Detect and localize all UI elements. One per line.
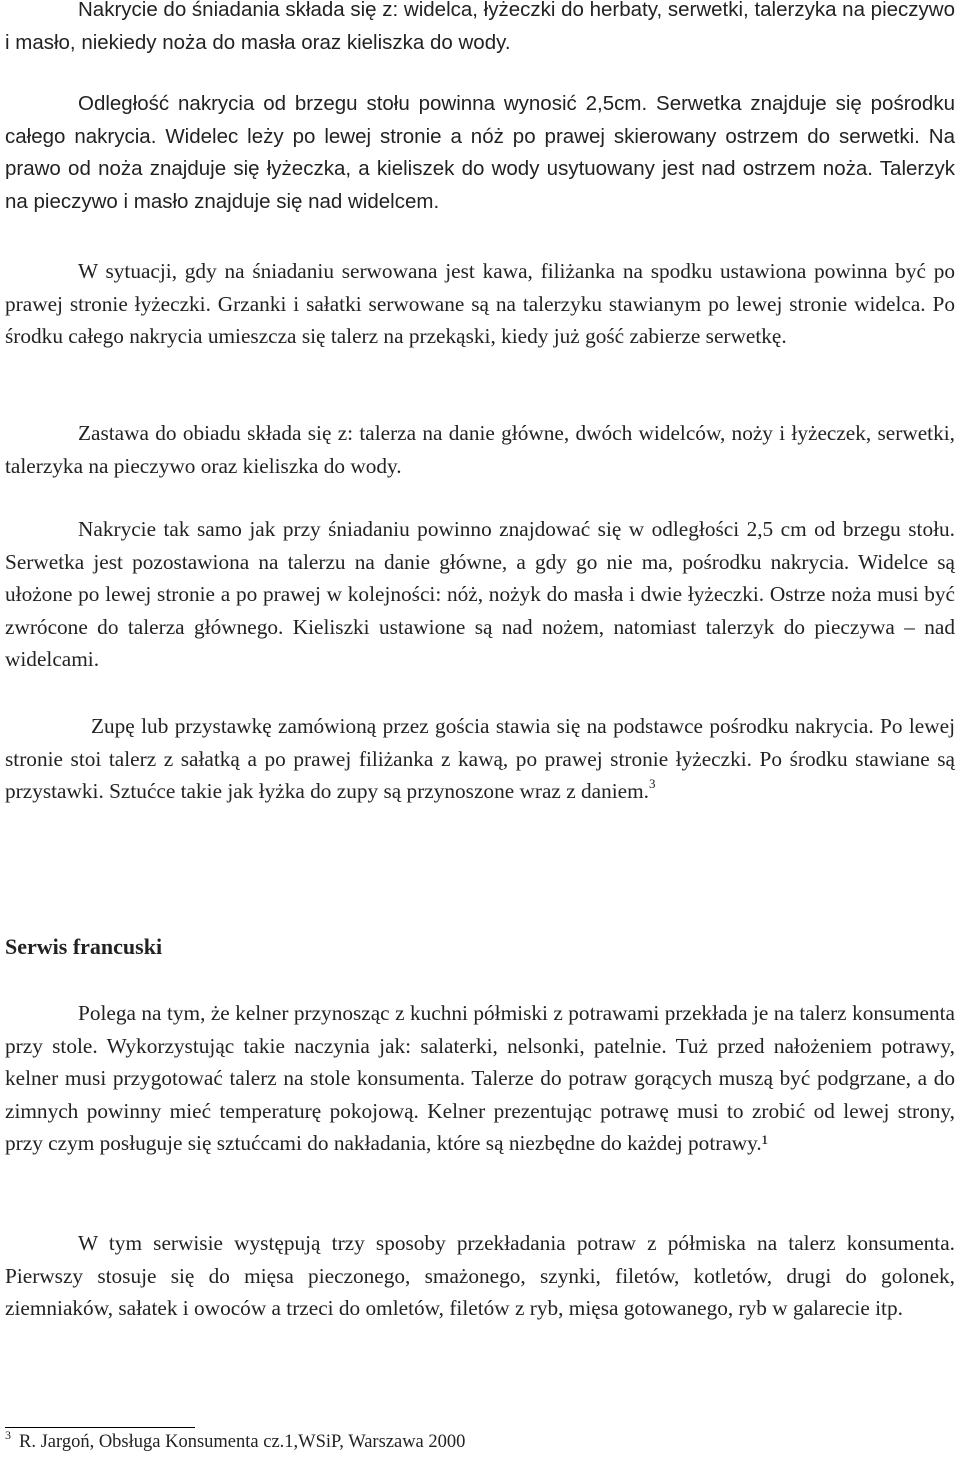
footnote-reference: 3	[648, 776, 656, 792]
footnote-separator	[5, 1427, 195, 1428]
section-heading: Serwis francuski	[5, 934, 163, 959]
paragraph-french-service: Polega na tym, że kelner przynosząc z kuchni półmiski z potrawami przekłada je na talerz konsumenta przy stole. Wykorzystując takie naczynia jak: salaterki, nelsonki, patelnie. Tuż przed nałożeniem potrawy, kelner musi przygotować talerz na stole konsumenta. Talerze do potraw gorących muszą być podgrzane, a do zimnych powinny mieć temperaturę pokojową. Kelner prezentując potrawę musi to zrobić od lewej strony, przy czym posługuje się sztućcami do nakładania, które są niezbędne do każdej potrawy.¹	[5, 1001, 955, 1156]
paragraph-breakfast-setting: Nakrycie do śniadania składa się z: widelca, łyżeczki do herbaty, serwetki, talerzyka na pieczywo i masło, niekiedy noża do masła oraz kieliszka do wody.	[5, 0, 955, 54]
paragraph-breakfast-layout: Odległość nakrycia od brzegu stołu powinna wynosić 2,5cm. Serwetka znajduje się pośrodku całego nakrycia. Widelec leży po lewej stronie a nóż po prawej skierowany ostrzem do serwetki. Na prawo od noża znajduje się łyżeczka, a kieliszek do wody usytuowany jest nad ostrzem noża. Talerzyk na pieczywo i masło znajduje się nad widelcem.	[5, 92, 955, 213]
paragraph-soup-starter-text: Zupę lub przystawkę zamówioną przez gościa stawia się na podstawce pośrodku nakrycia. Po lewej stronie stoi talerz z sałatką a po prawej filiżanka z kawą, po prawej stronie łyżeczki. Po środku stawiane są przystawki. Sztućce takie jak łyżka do zupy są przynoszone wraz z daniem.	[5, 714, 955, 804]
paragraph-french-methods: W tym serwisie występują trzy sposoby przekładania potraw z półmiska na talerz konsumenta. Pierwszy stosuje się do mięsa pieczonego, smażonego, szynki, filetów, kotletów, drugi do golonek, ziemniaków, sałatek i owoców a trzeci do omletów, filetów z ryb, mięsa gotowanego, ryb w galarecie itp.	[5, 1231, 955, 1321]
footnote-number: 3	[5, 1428, 11, 1442]
paragraph-dinner-setting: Zastawa do obiadu składa się z: talerza na danie główne, dwóch widelców, noży i łyżeczek, serwetki, talerzyka na pieczywo oraz kieliszka do wody.	[5, 421, 955, 478]
footnote-text: R. Jargoń, Obsługa Konsumenta cz.1,WSiP, Warszawa 2000	[19, 1432, 466, 1452]
paragraph-breakfast-coffee: W sytuacji, gdy na śniadaniu serwowana jest kawa, filiżanka na spodku ustawiona powinna być po prawej stronie łyżeczki. Grzanki i sałatki serwowane są na talerzyku stawianym po lewej stronie widelca. Po środku całego nakrycia umieszcza się talerz na przekąski, kiedy już gość zabierze serwetkę.	[5, 259, 955, 349]
footnote	[5, 1428, 466, 1453]
paragraph-soup-starter	[5, 710, 955, 808]
paragraph-dinner-layout: Nakrycie tak samo jak przy śniadaniu powinno znajdować się w odległości 2,5 cm od brzegu stołu. Serwetka jest pozostawiona na talerzu na danie główne, a gdy go nie ma, pośrodku nakrycia. Widelce są ułożone po lewej stronie a po prawej w kolejności: nóż, nożyk do masła i dwie łyżeczki. Ostrze noża musi być zwrócone do talerza głównego. Kieliszki ustawione są nad nożem, natomiast talerzyk do pieczywa – nad widelcami.	[5, 517, 955, 672]
